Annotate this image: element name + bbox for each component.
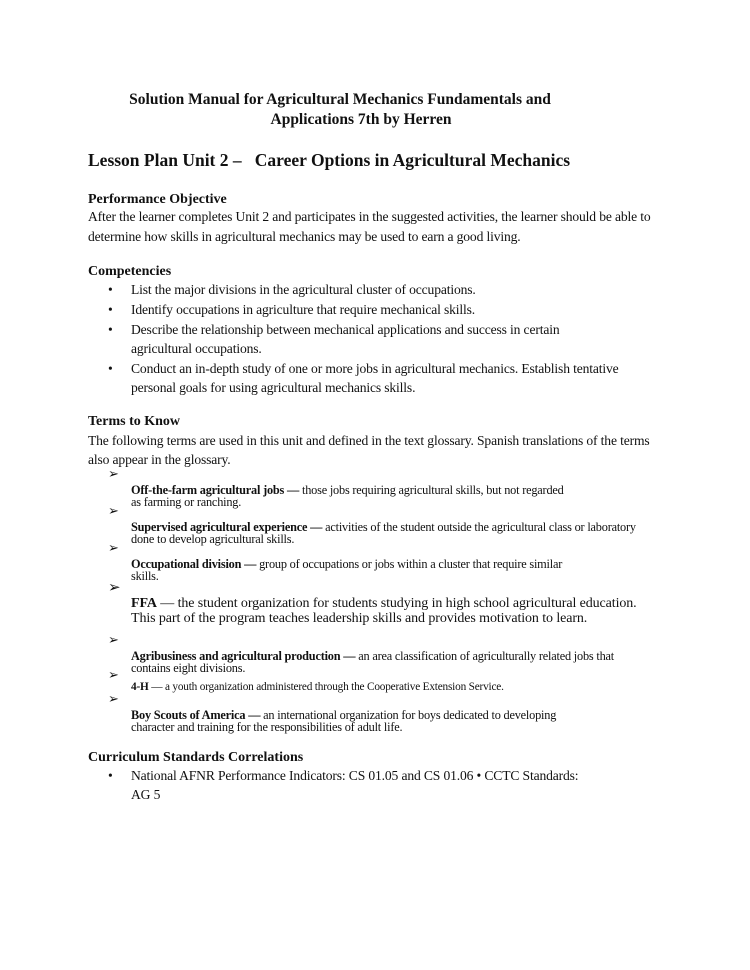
bullet-icon: • bbox=[108, 322, 113, 337]
term-item: 4-H — a youth organization administered through the Cooperative Extension Service. bbox=[131, 681, 504, 693]
arrow-bullet-icon: ➢ bbox=[108, 540, 119, 555]
term-item: Boy Scouts of America — an international organization for boys dedicated to developing character and training for the responsibilities of adult life. bbox=[131, 708, 557, 734]
arrow-bullet-icon: ➢ bbox=[108, 691, 119, 706]
curriculum-heading: Curriculum Standards Correlations bbox=[88, 750, 304, 765]
terms-heading: Terms to Know bbox=[88, 414, 181, 429]
performance-objective-text: After the learner completes Unit 2 and participates in the suggested activities, the learner should be able to determine how skills in agricultural mechanics may be used to earn a good living. bbox=[88, 209, 651, 244]
terms-intro: The following terms are used in this unit and defined in the text glossary. Spanish translations of the terms also appear in the glossary. bbox=[88, 433, 650, 467]
performance-objective-heading: Performance Objective bbox=[88, 192, 227, 207]
arrow-bullet-icon: ➢ bbox=[108, 580, 121, 596]
arrow-bullet-icon: ➢ bbox=[108, 667, 119, 682]
bullet-icon: • bbox=[108, 768, 113, 783]
term-item: Off-the-farm agricultural jobs — those jobs requiring agricultural skills, but not regarded as farming or ranching. bbox=[131, 483, 564, 509]
competencies-heading: Competencies bbox=[88, 264, 172, 279]
arrow-bullet-icon: ➢ bbox=[108, 632, 119, 647]
bullet-icon: • bbox=[108, 282, 113, 297]
arrow-bullet-icon: ➢ bbox=[108, 466, 119, 481]
arrow-bullet-icon: ➢ bbox=[108, 503, 119, 518]
term-item: FFA — the student organization for students studying in high school agricultural education. This part of the program teaches leadership skills and provides motivation to learn. bbox=[131, 596, 637, 626]
bullet-icon: • bbox=[108, 302, 113, 317]
term-item: Supervised agricultural experience — activities of the student outside the agricultural class or laboratory done to develop agricultural skills. bbox=[131, 520, 636, 546]
document-title-line-1: Solution Manual for Agricultural Mechanics Fundamentals and bbox=[129, 91, 551, 108]
lesson-heading: Lesson Plan Unit 2 – Career Options in Agricultural Mechanics bbox=[88, 150, 571, 170]
term-item: Agribusiness and agricultural production — an area classification of agriculturally related jobs that contains eight divisions. bbox=[131, 649, 614, 675]
term-item: Occupational division — group of occupations or jobs within a cluster that require similar skills. bbox=[131, 557, 563, 583]
bullet-icon: • bbox=[108, 361, 113, 376]
document-title-line-2: Applications 7th by Herren bbox=[270, 111, 452, 128]
